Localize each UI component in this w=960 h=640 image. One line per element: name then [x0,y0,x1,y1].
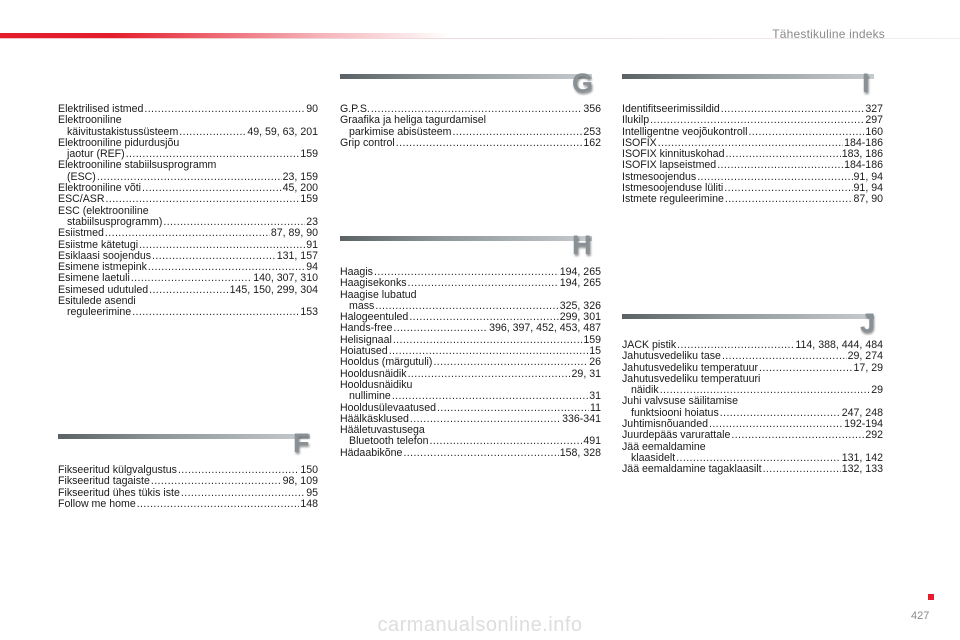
index-entry-term: Esiistme kätetugi [58,238,139,251]
index-entry [340,357,601,368]
index-entry-term: Grip control [340,136,395,149]
index-entry-leader [717,160,843,171]
section-letter-g: G [572,68,594,98]
index-entry-term: ISOFIX [622,136,657,149]
index-entry-leader [393,323,488,334]
index-entry-leader [650,115,864,126]
index-entry-term: klaasidelt [631,451,676,464]
index-entry-leader [731,430,864,441]
page-marker-square [928,594,934,600]
index-entry-leader [396,138,583,149]
index-entry-term: JACK pistik [622,339,677,351]
index-entry-term: Elektrooniline võti [58,182,142,195]
index-entry-pages: 31 [589,390,601,403]
index-entry-pages: 26 [589,356,601,369]
index-entry-term: käivitustakistussüsteem [67,125,179,138]
index-entry-term: Fikseeritud ühes tükis iste [58,486,180,499]
index-entry-term: G.P.S. [340,103,370,115]
index-entry-leader [152,251,276,262]
index-entry-heading: Elektrooniline [58,114,122,127]
index-entry-pages: 131, 157 [276,249,318,262]
index-entry-leader [725,194,853,205]
index-entry-term: Esimesed udutuled [58,283,149,296]
index-entry [622,194,883,205]
index-entry-pages: 23, 159 [282,170,318,183]
index-entry-leader [763,464,841,475]
index-entry-pages: 131, 142 [841,451,883,464]
index-entry-pages: 253 [583,125,601,138]
index-entry-pages: 247, 248 [841,406,883,419]
index-entry-leader [393,335,582,346]
index-entry-pages: 194, 265 [559,266,601,278]
index-entry-heading: Juhi valvsuse säilitamise [622,395,738,408]
index-entry [58,307,318,318]
index-section-g [340,104,601,149]
index-entry-pages: 160 [865,125,883,138]
index-entry-pages: 159 [583,333,601,346]
index-entry-pages: 91, 94 [853,182,883,195]
index-entry-leader [149,285,229,296]
index-entry-term: Istmete reguleerimine [622,193,724,206]
index-entry-heading: ESC (elektrooniline [58,204,149,217]
index-entry-heading: Jahutusvedeliku temperatuuri [622,372,761,385]
index-entry-leader [408,278,559,289]
index-entry [340,448,601,459]
index-entry-term: Halogeentuled [340,311,409,324]
index-entry-term: Hooldusülevaatused [340,401,437,414]
index-entry-heading: Graafika ja heliga tagurdamisel [340,114,487,127]
index-entry-term: Hooldusnäidik [340,367,407,380]
section-letter-j: J [860,308,876,338]
index-entry-term: nullimine [349,390,391,403]
index-entry-term: ESC/ASR [58,193,105,206]
index-entry-leader [144,104,305,115]
index-entry-pages: 11 [590,401,601,414]
index-entry-term: reguleerimine [67,306,132,319]
index-entry-term: ISOFIX kinnituskohad [622,148,725,161]
index-entry-pages: 23 [306,215,318,228]
index-entry-pages: 94 [306,261,318,274]
index-entry-term: Hands-free [340,322,393,335]
section-letter-f: F [293,428,310,458]
section-letter-i: I [862,68,870,98]
index-entry-pages: 114, 388, 444, 484 [795,339,883,351]
index-entry-leader [178,465,299,476]
index-entry-term: Hoiatused [340,345,388,358]
index-entry-pages: 15 [589,345,601,358]
section-divider-h [340,236,592,241]
index-entry-pages: 396, 397, 452, 453, 487 [489,322,601,335]
index-entry-pages: 194, 265 [559,277,601,290]
index-entry-pages: 192-194 [844,418,883,431]
index-entry [58,194,318,205]
index-entry-term: Jahutusvedeliku tase [622,350,721,363]
index-entry-pages: 491 [583,435,601,448]
index-entry-leader [403,448,558,459]
index-entry-pages: 98, 109 [282,475,318,488]
index-entry-term: Jää eemaldamine tagaklaasilt [622,463,762,476]
index-entry-pages: 159 [300,148,318,161]
index-entry-pages: 356 [583,103,601,115]
index-entry [58,499,318,510]
index-entry-leader [105,228,270,239]
index-entry-pages: 162 [583,136,601,149]
index-entry-term: Esimene laetuli [58,272,130,285]
index-entry-leader [151,476,282,487]
index-entry-leader [452,127,582,138]
section-divider-i [622,74,874,79]
index-entry-pages: 184-186 [844,159,883,172]
index-entry-pages: 325, 326 [559,299,601,312]
index-entry-leader [181,488,305,499]
index-entry-leader [720,408,841,419]
index-entry-heading: Esitulede asendi [58,295,136,308]
index-entry-term: Follow me home [58,497,136,510]
index-entry [340,391,601,402]
index-entry-heading: Hääletuvastusega [340,424,425,437]
index-entry-term: Hädaabikõne [340,446,403,459]
index-entry-pages: 183, 186 [841,148,883,161]
index-entry-pages: 91 [306,238,318,251]
index-section-f [58,465,318,510]
index-entry-term: näidik [631,384,659,397]
index-entry-leader [132,307,299,318]
index-entry-term: (ESC) [67,170,96,183]
index-entry-pages: 90 [306,103,318,115]
index-entry-pages: 150 [300,464,318,476]
index-section-j [622,340,883,476]
index-entry-pages: 29, 274 [847,350,883,363]
index-entry-pages: 297 [865,114,883,127]
index-entry-pages: 49, 59, 63, 201 [247,125,318,138]
index-entry-term: Fikseeritud külgvalgustus [58,464,177,476]
index-entry-pages: 132, 133 [841,463,883,476]
index-entry-term: Haagisekonks [340,277,407,290]
index-entry-term: Intelligentne veojõukontroll [622,125,748,138]
page-header-title: Tähestikuline indeks [772,27,885,41]
index-entry-leader [759,363,852,374]
index-entry-pages: 95 [306,486,318,499]
index-entry-leader [725,149,840,160]
index-entry-pages: 145, 150, 299, 304 [229,283,318,296]
index-entry-pages: 148 [300,497,318,510]
index-entry-pages: 29, 31 [571,367,601,380]
index-entry-term: Bluetooth telefon [349,435,429,448]
index-entry-pages: 140, 307, 310 [253,272,318,285]
section-divider-g [340,74,592,79]
index-entry-leader [724,183,852,194]
index-entry-leader [408,369,571,380]
index-entry-term: funktsiooni hoiatus [631,406,719,419]
index-entry-term: stabiilsusprogramm) [67,215,163,228]
index-entry-heading: Haagise lubatud [340,288,417,301]
index-entry-leader [137,499,300,510]
index-entry-pages: 327 [865,103,883,115]
watermark-text: carmanualsonline.info [377,614,583,636]
section-divider-j [622,314,874,319]
index-entry-pages: 336-341 [562,412,601,425]
index-entry [622,430,883,441]
index-entry-term: Häälkäsklused [340,412,409,425]
index-entry-heading: Jää eemaldamine [622,440,706,453]
index-entry [622,104,883,115]
index-entry-term: Juurdepääs varurattale [622,429,731,442]
index-entry-heading: Elektrooniline pidurdusjõu [58,136,180,149]
index-entry [622,464,883,475]
index-entry-heading: Elektrooniline stabiilsusprogramm [58,159,217,172]
index-entry-pages: 184-186 [844,136,883,149]
index-entry-pages: 29 [871,384,883,397]
page-number: 427 [911,610,930,622]
index-entry-term: Elektrilised istmed [58,103,144,115]
index-entry-term: Jahutusvedeliku temperatuur [622,361,759,374]
index-entry-term: Esiistmed [58,227,104,240]
index-entry [622,115,883,126]
index-entry-term: ISOFIX lapseistmed [622,159,717,172]
index-entry-pages: 159 [300,193,318,206]
index-entry-pages: 17, 29 [853,361,883,374]
index-section-h [340,267,601,459]
index-section-e [58,104,318,319]
index-entry-term: Esimene istmepink [58,261,147,274]
index-entry-leader [722,351,847,362]
index-entry-term: parkimise abisüsteem [349,125,452,138]
index-entry-pages: 292 [865,429,883,442]
index-entry [340,278,601,289]
index-entry-term: Esiklaasi soojendus [58,249,152,262]
index-entry-leader [410,414,561,425]
index-entry-term: jaotur (REF) [67,148,125,161]
index-entry-term: Ilukilp [622,114,650,127]
index-entry-pages: 45, 200 [282,182,318,195]
index-entry-term: Haagis [340,266,373,278]
index-entry-pages: 87, 90 [853,193,883,206]
index-entry-pages: 91, 94 [853,170,883,183]
index-entry [622,351,883,362]
index-entry-term: Fikseeritud tagaiste [58,475,150,488]
section-letter-h: H [572,230,592,260]
index-entry-term: Identifitseerimissildid [622,103,720,115]
section-divider-f [58,434,310,439]
index-entry-term: Helisignaal [340,333,392,346]
index-entry-leader [179,127,246,138]
index-entry-pages: 158, 328 [559,446,601,459]
index-entry-leader [142,183,282,194]
index-entry [58,228,318,239]
index-entry [58,476,318,487]
index-entry-heading: Hooldusnäidiku [340,378,413,391]
index-entry-pages: 87, 89, 90 [270,227,318,240]
index-entry [340,138,601,149]
index-entry-term: Istmesoojendus [622,170,697,183]
index-entry-term: mass [349,299,375,312]
index-entry-term: Juhtimisnõuanded [622,418,708,431]
index-entry-term: Hooldus (märgutuli) [340,356,433,369]
index-entry-leader [433,357,588,368]
index-entry-term: Istmesoojenduse lüliti [622,182,724,195]
index-entry-pages: 299, 301 [559,311,601,324]
index-entry-leader [721,104,865,115]
index-section-i [622,104,883,206]
index-entry-leader [106,194,300,205]
index-entry-leader [392,391,588,402]
index-entry-pages: 153 [300,306,318,319]
